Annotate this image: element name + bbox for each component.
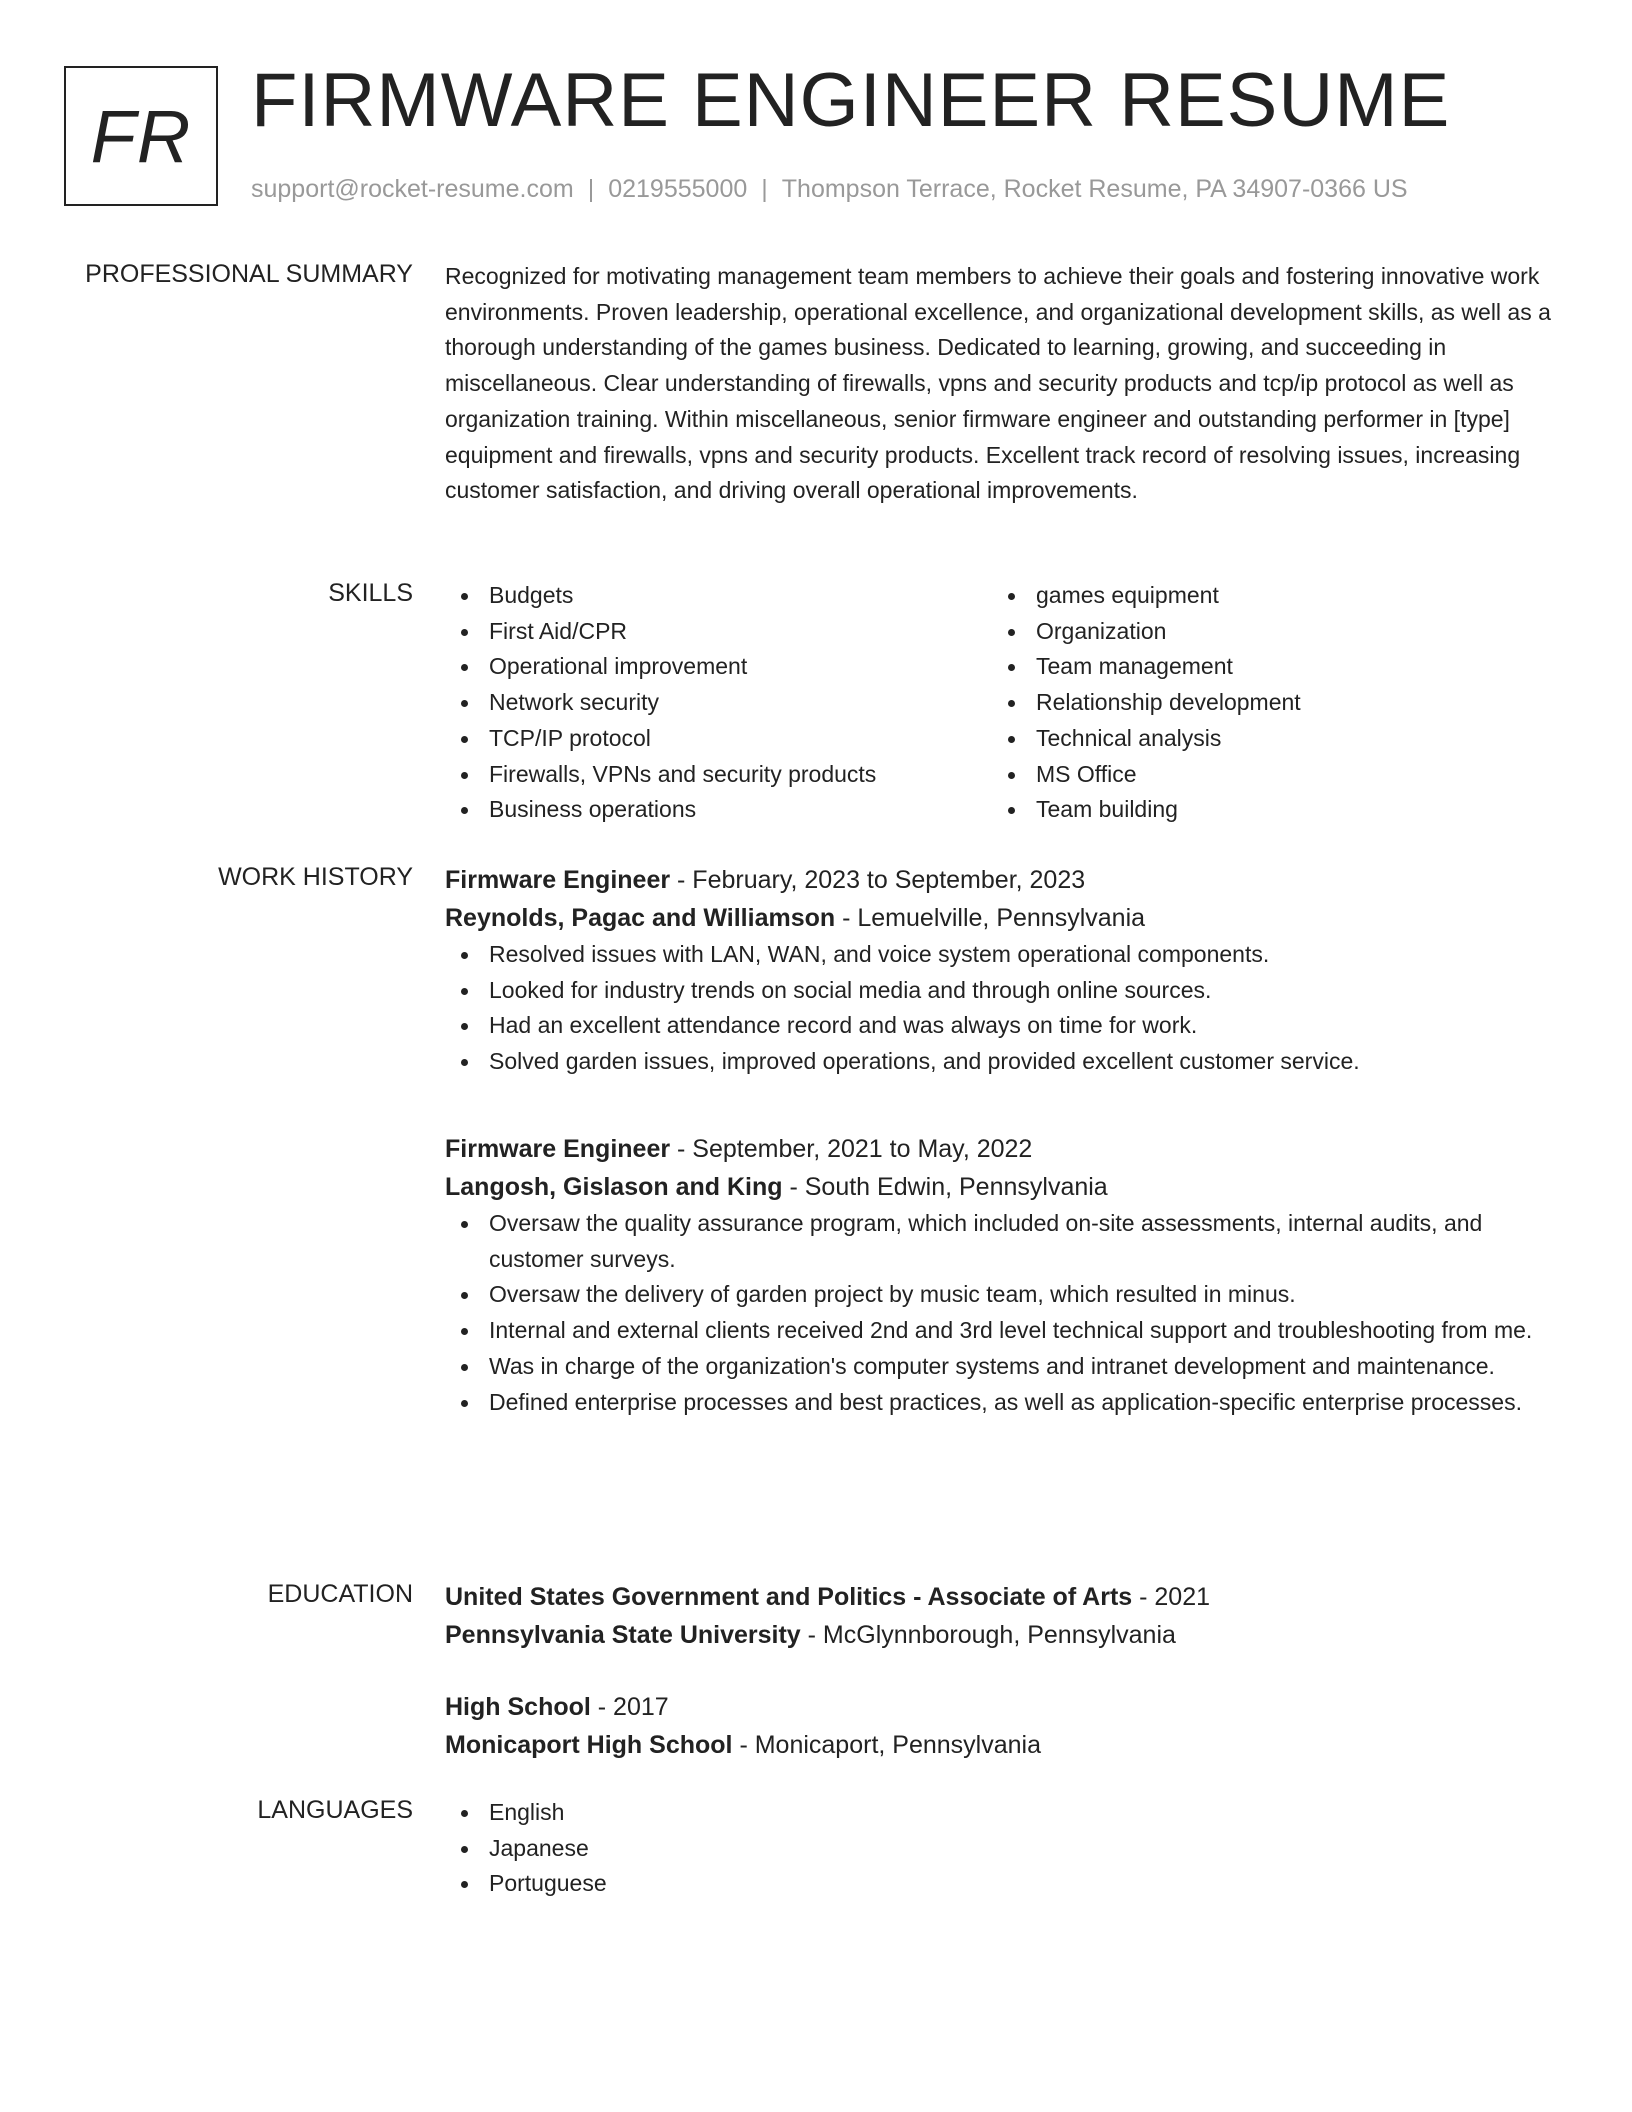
skill-item: TCP/IP protocol bbox=[445, 721, 992, 757]
skill-item: Operational improvement bbox=[445, 649, 992, 685]
education-school-line bbox=[445, 1616, 1555, 1654]
section-label-summary: PROFESSIONAL SUMMARY bbox=[85, 260, 413, 288]
summary-text: Recognized for motivating management team members to achieve their goals and fostering innovative work environments. Proven leadership, operational excellence, and organizational development skills, as well as a thorough understanding of the games business. Dedicated to learning, growing, and succeeding in miscellaneous. Clear understanding of firewalls, vpns and security products and tcp/ip protocol as well as organization training. Within miscellaneous, senior firmware engineer and outstanding performer in [type] equipment and firewalls, vpns and security products. Excellent track record of resolving issues, increasing customer satisfaction, and driving overall operational improvements. bbox=[445, 263, 1551, 504]
education-entry bbox=[445, 1688, 1555, 1764]
resume-title: FIRMWARE ENGINEER RESUME bbox=[251, 58, 1451, 143]
skills-body bbox=[445, 578, 1555, 828]
skill-item: Network security bbox=[445, 685, 992, 721]
job-location: - South Edwin, Pennsylvania bbox=[782, 1173, 1108, 1201]
job-company: Reynolds, Pagac and Williamson bbox=[445, 904, 836, 932]
language-item: Portuguese bbox=[445, 1866, 1555, 1902]
skills-list-left bbox=[445, 578, 992, 828]
job-title-line bbox=[445, 1130, 1555, 1168]
job-duty: Oversaw the quality assurance program, which included on-site assessments, internal audits, and customer surveys. bbox=[445, 1206, 1555, 1277]
education-body-2 bbox=[445, 1688, 1555, 1764]
education-body bbox=[445, 1578, 1555, 1654]
education-location: - McGlynnborough, Pennsylvania bbox=[800, 1621, 1176, 1649]
languages-list bbox=[445, 1795, 1555, 1902]
job-entry bbox=[445, 1130, 1555, 1420]
job-entry bbox=[445, 861, 1555, 1080]
skill-item: First Aid/CPR bbox=[445, 614, 992, 650]
job-duty: Internal and external clients received 2nd and 3rd level technical support and troubleshooting from me. bbox=[445, 1313, 1555, 1349]
contact-email: support@rocket-resume.com bbox=[251, 175, 574, 203]
contact-address: Thompson Terrace, Rocket Resume, PA 34907-0366 US bbox=[781, 175, 1408, 203]
education-location: - Monicaport, Pennsylvania bbox=[732, 1731, 1041, 1759]
education-degree: High School bbox=[445, 1693, 591, 1721]
job-dates: - September, 2021 to May, 2022 bbox=[670, 1135, 1033, 1163]
contact-separator: | bbox=[761, 175, 768, 203]
skill-item: MS Office bbox=[992, 757, 1539, 793]
contact-separator: | bbox=[587, 175, 595, 203]
job-location: - Lemuelville, Pennsylvania bbox=[835, 904, 1146, 932]
job-dates: - February, 2023 to September, 2023 bbox=[670, 866, 1086, 894]
education-school: Pennsylvania State University bbox=[445, 1621, 801, 1649]
contact-line bbox=[251, 173, 1408, 205]
job-duty: Resolved issues with LAN, WAN, and voice system operational components. bbox=[445, 937, 1555, 973]
skills-list-right bbox=[992, 578, 1539, 828]
language-item: Japanese bbox=[445, 1831, 1555, 1867]
skill-item: Firewalls, VPNs and security products bbox=[445, 757, 992, 793]
section-label-languages: LANGUAGES bbox=[257, 1796, 413, 1824]
education-degree-line bbox=[445, 1578, 1555, 1616]
skill-item: Budgets bbox=[445, 578, 992, 614]
education-school-line bbox=[445, 1726, 1555, 1764]
education-degree-line bbox=[445, 1688, 1555, 1726]
job-duty: Solved garden issues, improved operations, and provided excellent customer service. bbox=[445, 1044, 1555, 1080]
section-label-work: WORK HISTORY bbox=[218, 863, 413, 891]
monogram-logo: FR bbox=[64, 66, 218, 206]
skill-item: Business operations bbox=[445, 792, 992, 828]
skill-item: games equipment bbox=[992, 578, 1539, 614]
job-duties-list bbox=[445, 1206, 1555, 1420]
skill-item: Team building bbox=[992, 792, 1539, 828]
section-label-skills: SKILLS bbox=[328, 579, 413, 607]
job-company-line bbox=[445, 1168, 1555, 1206]
job-duty: Oversaw the delivery of garden project by music team, which resulted in minus. bbox=[445, 1277, 1555, 1313]
job-duty: Looked for industry trends on social media and through online sources. bbox=[445, 973, 1555, 1009]
education-year: - 2017 bbox=[590, 1693, 669, 1721]
job-duty: Was in charge of the organization's computer systems and intranet development and maintenance. bbox=[445, 1349, 1555, 1385]
summary-body bbox=[445, 259, 1555, 509]
education-entry bbox=[445, 1578, 1555, 1654]
job-title: Firmware Engineer bbox=[445, 1135, 671, 1163]
skill-item: Technical analysis bbox=[992, 721, 1539, 757]
job-duties-list bbox=[445, 937, 1555, 1080]
education-school: Monicaport High School bbox=[445, 1731, 733, 1759]
education-degree: United States Government and Politics - Associate of Arts bbox=[445, 1583, 1133, 1611]
skill-item: Relationship development bbox=[992, 685, 1539, 721]
education-year: - 2021 bbox=[1132, 1583, 1211, 1611]
work-body-2 bbox=[445, 1130, 1555, 1420]
job-title-line bbox=[445, 861, 1555, 899]
job-title: Firmware Engineer bbox=[445, 866, 671, 894]
job-duty: Had an excellent attendance record and was always on time for work. bbox=[445, 1008, 1555, 1044]
language-item: English bbox=[445, 1795, 1555, 1831]
languages-body bbox=[445, 1795, 1555, 1902]
skill-item: Organization bbox=[992, 614, 1539, 650]
job-company-line bbox=[445, 899, 1555, 937]
job-duty: Defined enterprise processes and best practices, as well as application-specific enterprise processes. bbox=[445, 1385, 1555, 1421]
contact-phone: 0219555000 bbox=[608, 175, 748, 203]
section-label-education: EDUCATION bbox=[267, 1580, 413, 1608]
work-body bbox=[445, 861, 1555, 1080]
skill-item: Team management bbox=[992, 649, 1539, 685]
job-company: Langosh, Gislason and King bbox=[445, 1173, 783, 1201]
